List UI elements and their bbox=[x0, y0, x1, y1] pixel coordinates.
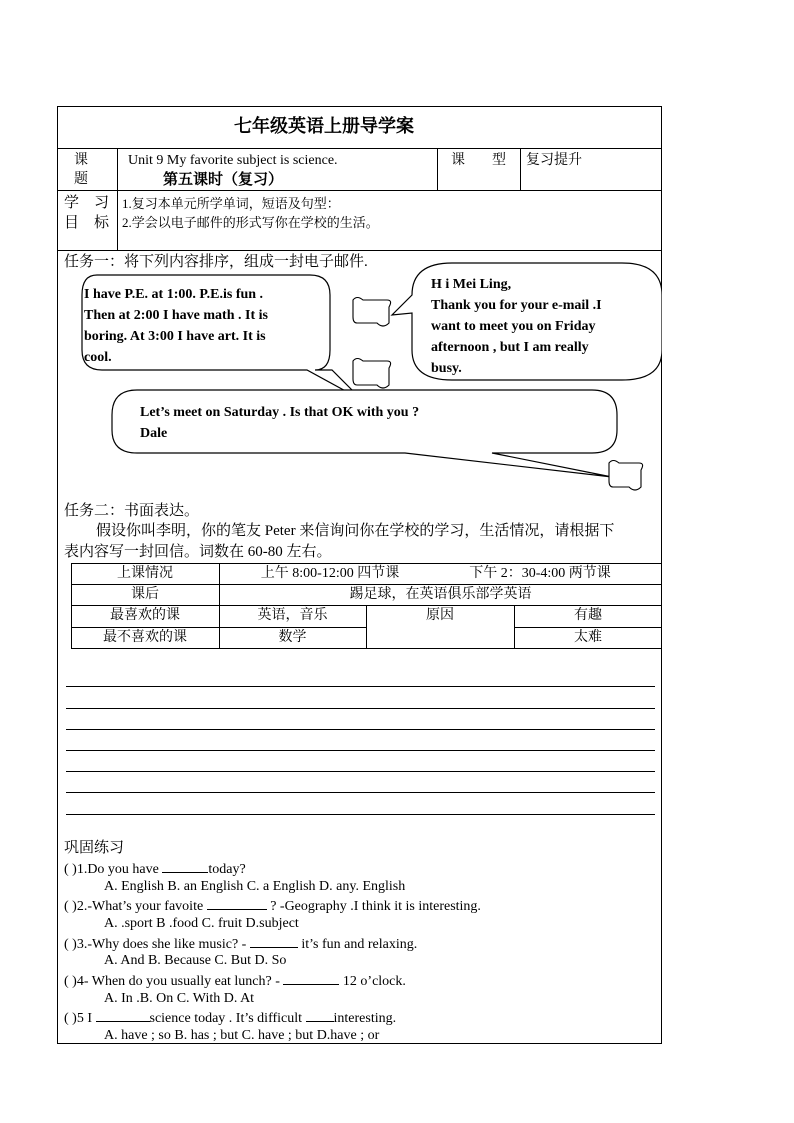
subject-label: 课 bbox=[74, 153, 88, 168]
bubble-bottom-line: Let’s meet on Saturday . Is that OK with you ? bbox=[140, 405, 420, 420]
question-text: ( )1.Do you have bbox=[64, 862, 163, 877]
question-3 bbox=[64, 934, 417, 954]
bubble-left-line: cool. bbox=[84, 350, 112, 365]
question-text: ( )3.-Why does she like music? - bbox=[64, 937, 250, 952]
question-2 bbox=[64, 896, 481, 916]
task2-paragraph: 假设你叫李明，你的笔友 Peter 来信询问你在学校的学习，生活情况，请根据下 bbox=[96, 523, 615, 539]
rule bbox=[117, 148, 118, 250]
flag-icon bbox=[353, 298, 391, 327]
table-cell: 英语，音乐 bbox=[257, 608, 328, 623]
bubble-right-line: afternoon , but I am really bbox=[431, 340, 589, 355]
bubble-right-line: busy. bbox=[431, 361, 462, 376]
table-cell: 踢足球，在英语俱乐部学英语 bbox=[349, 587, 532, 602]
type-value: 复习提升 bbox=[526, 153, 582, 168]
writing-line[interactable] bbox=[66, 729, 655, 730]
writing-line[interactable] bbox=[66, 771, 655, 772]
rule bbox=[57, 250, 662, 251]
question-text: ( )5 I bbox=[64, 1011, 96, 1026]
question-4 bbox=[64, 971, 406, 991]
writing-line[interactable] bbox=[66, 686, 655, 687]
task1-heading: 任务一：将下列内容排序，组成一封电子邮件. bbox=[64, 254, 368, 270]
bubble-left-line: I have P.E. at 1:00. P.E.is fun . bbox=[84, 287, 264, 302]
bubble-right-line: want to meet you on Friday bbox=[431, 319, 596, 334]
exercise-heading: 巩固练习 bbox=[64, 840, 125, 856]
task2-heading: 任务二：书面表达。 bbox=[64, 503, 200, 519]
question-options: A. have ; so B. has ; but C. have ; but D.have ; or bbox=[104, 1028, 380, 1043]
table-label: 最不喜欢的课 bbox=[103, 630, 187, 645]
question-options: A. In .B. On C. With D. At bbox=[104, 991, 255, 1006]
answer-blank[interactable] bbox=[250, 934, 298, 948]
question-options: A. English B. an English C. a English D. any. English bbox=[104, 879, 406, 894]
lesson-title: 第五课时（复习） bbox=[163, 172, 284, 188]
answer-blank[interactable] bbox=[306, 1008, 334, 1022]
writing-line[interactable] bbox=[66, 792, 655, 793]
writing-line[interactable] bbox=[66, 750, 655, 751]
writing-line[interactable] bbox=[66, 814, 655, 815]
goals-label: 学 习 bbox=[64, 195, 110, 211]
rule bbox=[57, 148, 662, 149]
unit-title: Unit 9 My favorite subject is science. bbox=[128, 153, 338, 168]
subject-label: 题 bbox=[74, 172, 88, 187]
table-cell: 数学 bbox=[278, 630, 307, 645]
rule bbox=[520, 148, 521, 190]
table-cell: 有趣 bbox=[574, 608, 602, 623]
question-1 bbox=[64, 859, 246, 879]
page-title: 七年级英语上册导学案 bbox=[234, 116, 414, 136]
table-label: 最喜欢的课 bbox=[110, 608, 180, 623]
question-text: ( )2.-What’s your favoite bbox=[64, 899, 207, 914]
question-options: A. And B. Because C. But D. So bbox=[104, 953, 287, 968]
task2-paragraph: 表内容写一封回信。词数在 60-80 左右。 bbox=[64, 544, 332, 560]
question-options: A. .sport B .food C. fruit D.subject bbox=[104, 916, 299, 931]
table-cell: 太难 bbox=[574, 630, 602, 645]
rule bbox=[57, 190, 662, 191]
question-text: it’s fun and relaxing. bbox=[297, 937, 418, 952]
bubble-bottom-line: Dale bbox=[140, 426, 168, 441]
rule bbox=[437, 148, 438, 190]
question-text: ( )4- When do you usually eat lunch? - bbox=[64, 974, 284, 989]
table-label: 原因 bbox=[426, 608, 454, 623]
type-label: 型 bbox=[492, 153, 506, 168]
flag-icon bbox=[609, 461, 643, 491]
goals-label: 目 标 bbox=[64, 215, 110, 231]
answer-blank[interactable] bbox=[96, 1008, 150, 1022]
answer-blank[interactable] bbox=[283, 971, 339, 985]
table-cell: 上午 8:00-12:00 四节课 bbox=[260, 566, 400, 581]
flag-icon bbox=[353, 359, 391, 389]
table-cell: 下午 2：30-4:00 两节课 bbox=[469, 566, 611, 581]
answer-blank[interactable] bbox=[207, 896, 267, 910]
answer-blank[interactable] bbox=[162, 859, 208, 873]
bubble-right-line: H i Mei Ling, bbox=[431, 277, 512, 292]
question-text: ? -Geography .I think it is interesting. bbox=[266, 899, 481, 914]
question-text: today? bbox=[208, 862, 246, 877]
question-5 bbox=[64, 1008, 396, 1028]
question-text: 12 o’clock. bbox=[339, 974, 406, 989]
type-label: 课 bbox=[451, 153, 465, 168]
bubble-left-line: Then at 2:00 I have math . It is bbox=[84, 308, 268, 323]
question-text: interesting. bbox=[333, 1011, 397, 1026]
goal-item: 2.学会以电子邮件的形式写你在学校的生活。 bbox=[122, 215, 379, 230]
goal-item: 1.复习本单元所学单词，短语及句型： bbox=[122, 196, 340, 211]
writing-line[interactable] bbox=[66, 708, 655, 709]
question-text: science today . It’s difficult bbox=[149, 1011, 306, 1026]
table-label: 课后 bbox=[131, 587, 159, 602]
bubble-right-line: Thank you for your e-mail .I bbox=[431, 298, 602, 313]
bubble-left-line: boring. At 3:00 I have art. It is bbox=[84, 329, 266, 344]
table-label: 上课情况 bbox=[117, 566, 173, 581]
